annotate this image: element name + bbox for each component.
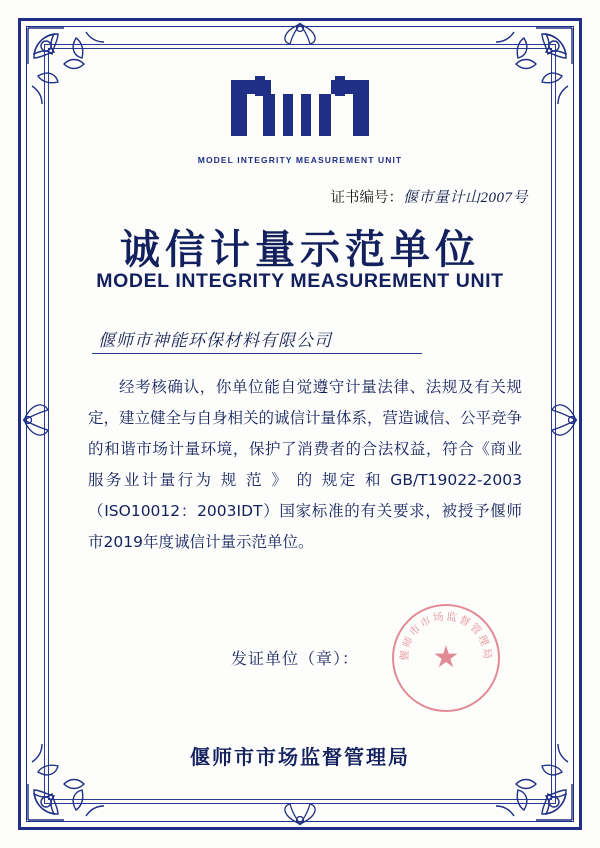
seal-star-icon: ★ [432, 641, 460, 674]
certificate-number-label: 证书编号： [330, 190, 403, 206]
certificate-number-value: 偃市量计山2007号 [402, 190, 528, 206]
official-seal-stamp [392, 604, 500, 712]
certificate-body [88, 372, 522, 558]
page-title-english: MODEL INTEGRITY MEASUREMENT UNIT [96, 270, 504, 292]
svg-text:偃师市市场监督管理局: 偃师市市场监督管理局 [398, 610, 494, 662]
issuing-organization: 偃师市市场监督管理局 [190, 745, 410, 769]
mium-monogram-logo-icon [225, 72, 375, 149]
certificate-body-paragraph: 经考核确认，你单位能自觉遵守计量法律、法规及有关规定，建立健全与自身相关的诚信计量体系，营造诚信、公平竞争的和谐市场计量环境，保护了消费者的合法权益，符合《商业 服务业计量行为 规 范 》 的 规定 和 GB/T19022-2003（ISO10012：2003IDT）国家标准的有关要求，被授予偃师市2019年度诚信计量示范单位。 [88, 378, 523, 551]
logo-block [0, 72, 600, 165]
recipient-name: 偃师市神能环保材料有限公司 [98, 331, 332, 350]
certificate-number [330, 186, 528, 207]
page-title-chinese: 诚信计量示范单位 [120, 227, 480, 273]
recipient-field [92, 326, 422, 354]
side-ornament-icon [20, 380, 50, 460]
side-ornament-icon [255, 20, 345, 46]
recipient-underline [92, 353, 422, 354]
side-ornament-icon [550, 380, 580, 460]
issuer-label: 发证单位（章）： [230, 649, 359, 668]
logo-caption: MODEL INTEGRITY MEASUREMENT UNIT [197, 155, 403, 165]
side-ornament-icon [255, 802, 345, 828]
